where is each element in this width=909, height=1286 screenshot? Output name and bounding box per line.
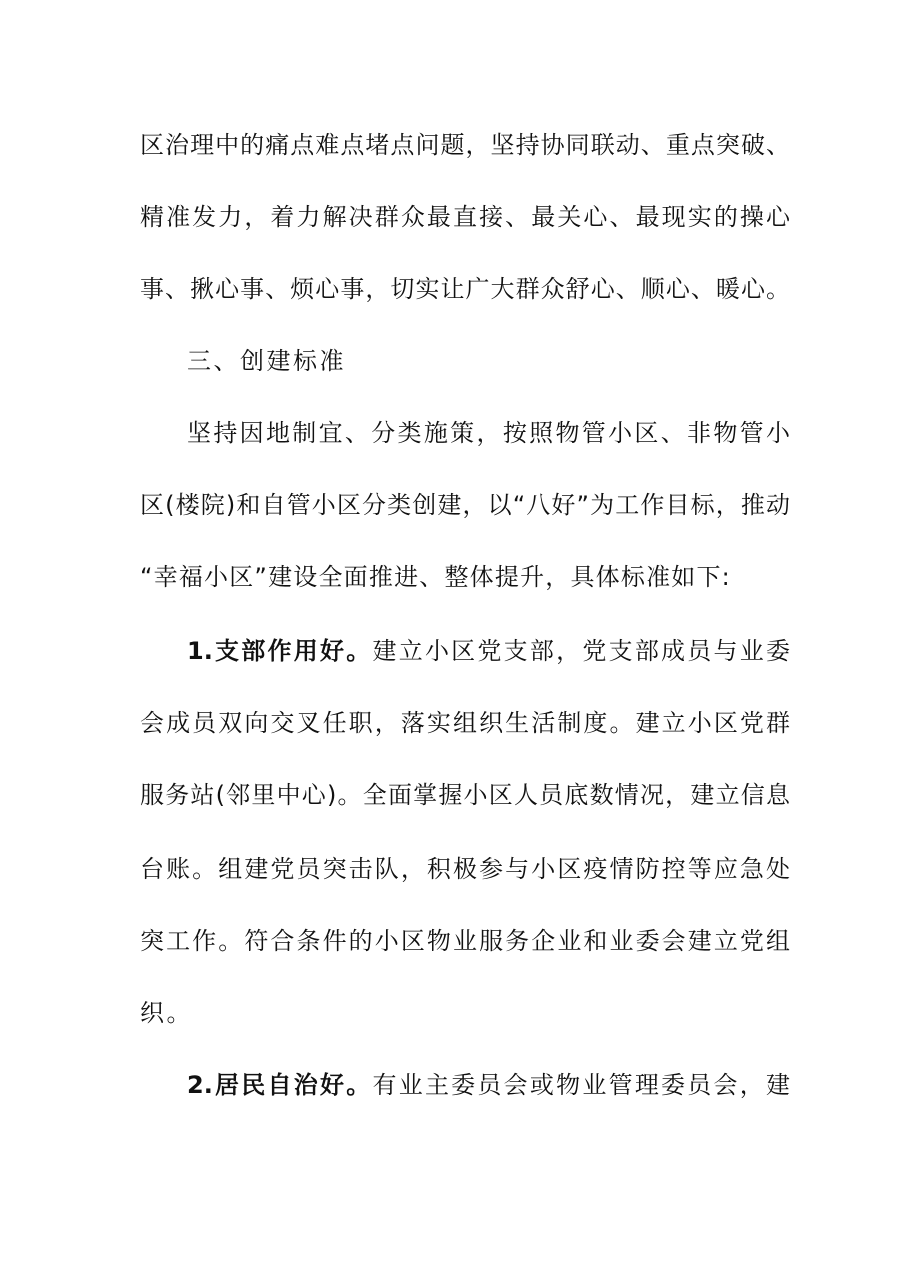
para1-line2: 精准发力，着力解决群众最直接、最关心、最现实的操心 bbox=[140, 203, 790, 231]
para2-line1: 坚持因地制宜、分类施策，按照物管小区、非物管小 bbox=[187, 419, 790, 447]
item1-line2: 会成员双向交叉任职，落实组织生活制度。建立小区党群 bbox=[140, 709, 790, 737]
item1-line3: 服务站(邻里中心)。全面掌握小区人员底数情况，建立信息 bbox=[140, 781, 790, 809]
section-heading: 三、创建标准 bbox=[187, 347, 346, 375]
item1-title: 1.支部作用好。 bbox=[187, 637, 373, 665]
item1-line6: 织。 bbox=[140, 999, 193, 1027]
item1-line4: 台账。组建党员突击队，积极参与小区疫情防控等应急处 bbox=[140, 855, 790, 883]
item2-line1-text: 有业主委员会或物业管理委员会，建 bbox=[372, 1071, 790, 1099]
item2-line1 bbox=[187, 1065, 790, 1105]
item2-title: 2.居民自治好。 bbox=[187, 1071, 373, 1099]
para2-line3: “幸福小区”建设全面推进、整体提升，具体标准如下: bbox=[140, 563, 731, 591]
item1-line1-text: 建立小区党支部，党支部成员与业委 bbox=[372, 637, 790, 665]
para1-line1: 区治理中的痛点难点堵点问题，坚持协同联动、重点突破、 bbox=[140, 131, 790, 159]
para2-line2: 区(楼院)和自管小区分类创建，以“八好”为工作目标，推动 bbox=[140, 491, 790, 519]
para1-line3: 事、揪心事、烦心事，切实让广大群众舒心、顺心、暖心。 bbox=[140, 275, 790, 303]
item1-line5: 突工作。符合条件的小区物业服务企业和业委会建立党组 bbox=[140, 927, 790, 955]
item1-line1 bbox=[187, 631, 790, 671]
